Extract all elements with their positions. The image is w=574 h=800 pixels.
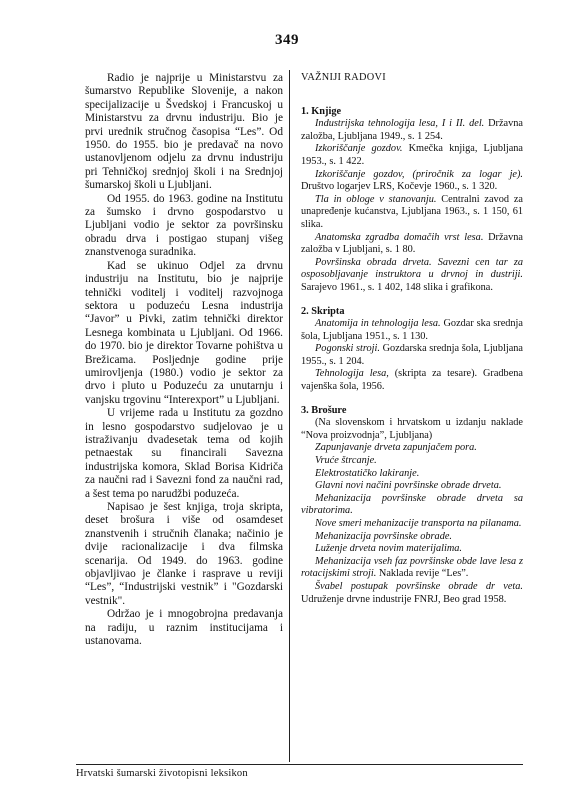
section-title: 2. Skripta bbox=[301, 305, 345, 317]
work-title: Tehnologija lesa, bbox=[315, 368, 389, 380]
work-entry bbox=[301, 318, 523, 343]
biography-text bbox=[85, 72, 283, 648]
work-entry bbox=[301, 417, 523, 442]
paragraph: Radio je najprije u Ministarstvu za šumarstvo Republike Slovenije, a nakon specijalizacije u Švedskoj i Francuskoj u Ministarstvu za drvnu industriju. Bio je prvi urednik stručnog časopisa “Les”. Od 1950. do 1955. bio je predavač na novo ustanovljenom odjelu za drvnu industriju pri Tehničkoj srednjoj školi i na Srednjoj šumarskoj školi u Ljubljani. bbox=[85, 72, 283, 192]
work-entry bbox=[301, 194, 523, 232]
work-entry bbox=[301, 480, 523, 493]
work-title: Površinska obrada drveta. Savezni cen tar za osposobljavanje instruktora u drvnoj in dustriji. bbox=[301, 256, 523, 281]
work-entry bbox=[301, 118, 523, 143]
work-title: Tla in obloge v stanovanju. bbox=[315, 193, 437, 205]
work-details: Centralni zavod za unapređenje kućanstva, Ljubljana 1963., s. 1 150, 61 slika. bbox=[301, 193, 523, 230]
work-entry bbox=[301, 556, 523, 581]
work-title: Elektrostatičko lakiranje. bbox=[315, 467, 420, 479]
works-heading: VAŽNIJI RADOVI bbox=[301, 72, 386, 83]
work-entry bbox=[301, 169, 523, 194]
section-title: 3. Brošure bbox=[301, 404, 347, 416]
column-divider bbox=[289, 70, 290, 762]
works-section bbox=[301, 405, 523, 607]
work-details: Sarajevo 1961., s. 1 402, 148 slika i grafikona. bbox=[301, 281, 493, 293]
work-title: Mehanizacija površinske obrade. bbox=[315, 530, 452, 542]
work-details: (skripta za tesare). Gradbena vajenška šola, 1956. bbox=[301, 368, 523, 393]
work-details: (Na slovenskom i hrvatskom u izdanju naklade “Nova proizvodnja”, Ljubljana) bbox=[301, 417, 523, 441]
work-entry bbox=[301, 531, 523, 544]
paragraph: U vrijeme rada u Institutu za gozdno in lesno gospodarstvo sudjelovao je u istraživanju dvadesetak tema od kojih petnaestak su financirali Savezna industrijska komora, Sklad Borisa Kidriča za naučni rad i Savezni fond za naučni rad, a šest tema po narudžbi poduzeća. bbox=[85, 407, 283, 500]
work-entry bbox=[301, 343, 523, 368]
work-entry bbox=[301, 581, 523, 606]
work-details: Kmečka knjiga, Ljubljana 1953., s. 1 422. bbox=[301, 143, 523, 167]
work-entry bbox=[301, 455, 523, 468]
work-title: Anatomija in tehnologija lesa. bbox=[315, 318, 441, 330]
work-entry bbox=[301, 468, 523, 481]
work-details: Naklada revije “Les”. bbox=[376, 568, 469, 580]
work-title: Vruće štrcanje. bbox=[315, 455, 377, 467]
work-entry bbox=[301, 257, 523, 295]
work-details: Udruženje drvne industrije FNRJ, Beo grad 1958. bbox=[301, 593, 507, 605]
footer-title: Hrvatski šumarski životopisni leksikon bbox=[76, 768, 248, 779]
work-title: Izkoriščanje gozdov. bbox=[315, 143, 403, 155]
paragraph: Od 1955. do 1963. godine na Institutu za šumsko i drvno gospodarstvo u Ljubljani vodio je sektor za površinsku obradu drva i postigao stupanj višeg znanstvenoga suradnika. bbox=[85, 192, 283, 259]
work-details: Gozdarska srednja šola, Ljubljana 1955., s. 1 204. bbox=[301, 343, 523, 367]
page-number: 349 bbox=[275, 32, 299, 48]
work-title: Zapunjavanje drveta zapunjačem pora. bbox=[315, 442, 477, 454]
work-title: Anatomska zgradba domačih vrst lesa. bbox=[315, 231, 484, 243]
work-entry bbox=[301, 143, 523, 168]
work-title: Izkoriščanje gozdov, (priročnik za logar je). bbox=[315, 168, 523, 180]
works-list bbox=[301, 72, 523, 617]
section-title: 1. Knjige bbox=[301, 105, 342, 117]
works-section bbox=[301, 306, 523, 394]
works-section bbox=[301, 106, 523, 295]
work-entry bbox=[301, 493, 523, 518]
work-title: Industrijska tehnologija lesa, I i II. del. bbox=[315, 118, 485, 130]
work-entry bbox=[301, 232, 523, 257]
work-entry bbox=[301, 368, 523, 393]
work-title: Švabel postupak površinske obrade dr veta. bbox=[315, 580, 523, 592]
work-title: Mehanizacija površinske obrade drveta sa vibratorima. bbox=[301, 492, 523, 517]
work-title: Nove smeri mehanizacije transporta na pilanama. bbox=[315, 518, 522, 529]
work-title: Pogonski stroji. bbox=[315, 343, 380, 355]
paragraph: Održao je i mnogobrojna predavanja na radiju, u raznim institucijama i ustanovama. bbox=[85, 608, 283, 648]
work-details: Društvo logarjev LRS, Kočevje 1960., s. 1 320. bbox=[301, 181, 498, 193]
work-title: Luženje drveta novim materijalima. bbox=[315, 543, 462, 555]
work-title: Mehanizacija vseh faz površinske obde lave lesa z rotacijskimi stroji. bbox=[301, 555, 523, 580]
paragraph: Kad se ukinuo Odjel za drvnu industriju na Institutu, bio je najprije tehnički voditelj i voditelj razvojnoga sektora u poduzeću Lesna industrija “Javor” u Pivki, zatim tehnički direktor Lesnega kombinata u Ljubljani. Od 1966. do 1970. bio je direktor Tovarne pohištva u Brežicama. Posljednje godine prije umirovljenja (1980.) vodio je sektor za drvo i pluto u Poduzeću za unutarnju i vanjsku trgovinu “Interexport” u Ljubljani. bbox=[85, 259, 283, 406]
work-entry bbox=[301, 543, 523, 556]
footer-rule bbox=[76, 764, 523, 765]
work-details: Državna založba v Ljubljani, s. 1 80. bbox=[301, 231, 523, 256]
work-entry bbox=[301, 518, 523, 531]
work-entry bbox=[301, 442, 523, 455]
work-details: Državna založba, Ljubljana 1949., s. 1 254. bbox=[301, 118, 523, 142]
works-sections bbox=[301, 106, 523, 607]
work-title: Glavni novi načini površinske obrade drveta. bbox=[315, 480, 502, 492]
work-details: Gozdar ska srednja šola, Ljubljana 1951., s. 1 130. bbox=[301, 318, 523, 342]
paragraph: Napisao je šest knjiga, troja skripta, deset brošura i više od osamdeset znanstvenih i stručnih članaka; načinio je dvije racionalizacije i dva filmska scenarija. Od 1949. do 1963. godine objavljivao je članke i rasprave u reviji “Les”, “Industrijski vestnik” i "Gozdarski vestnik". bbox=[85, 501, 283, 607]
